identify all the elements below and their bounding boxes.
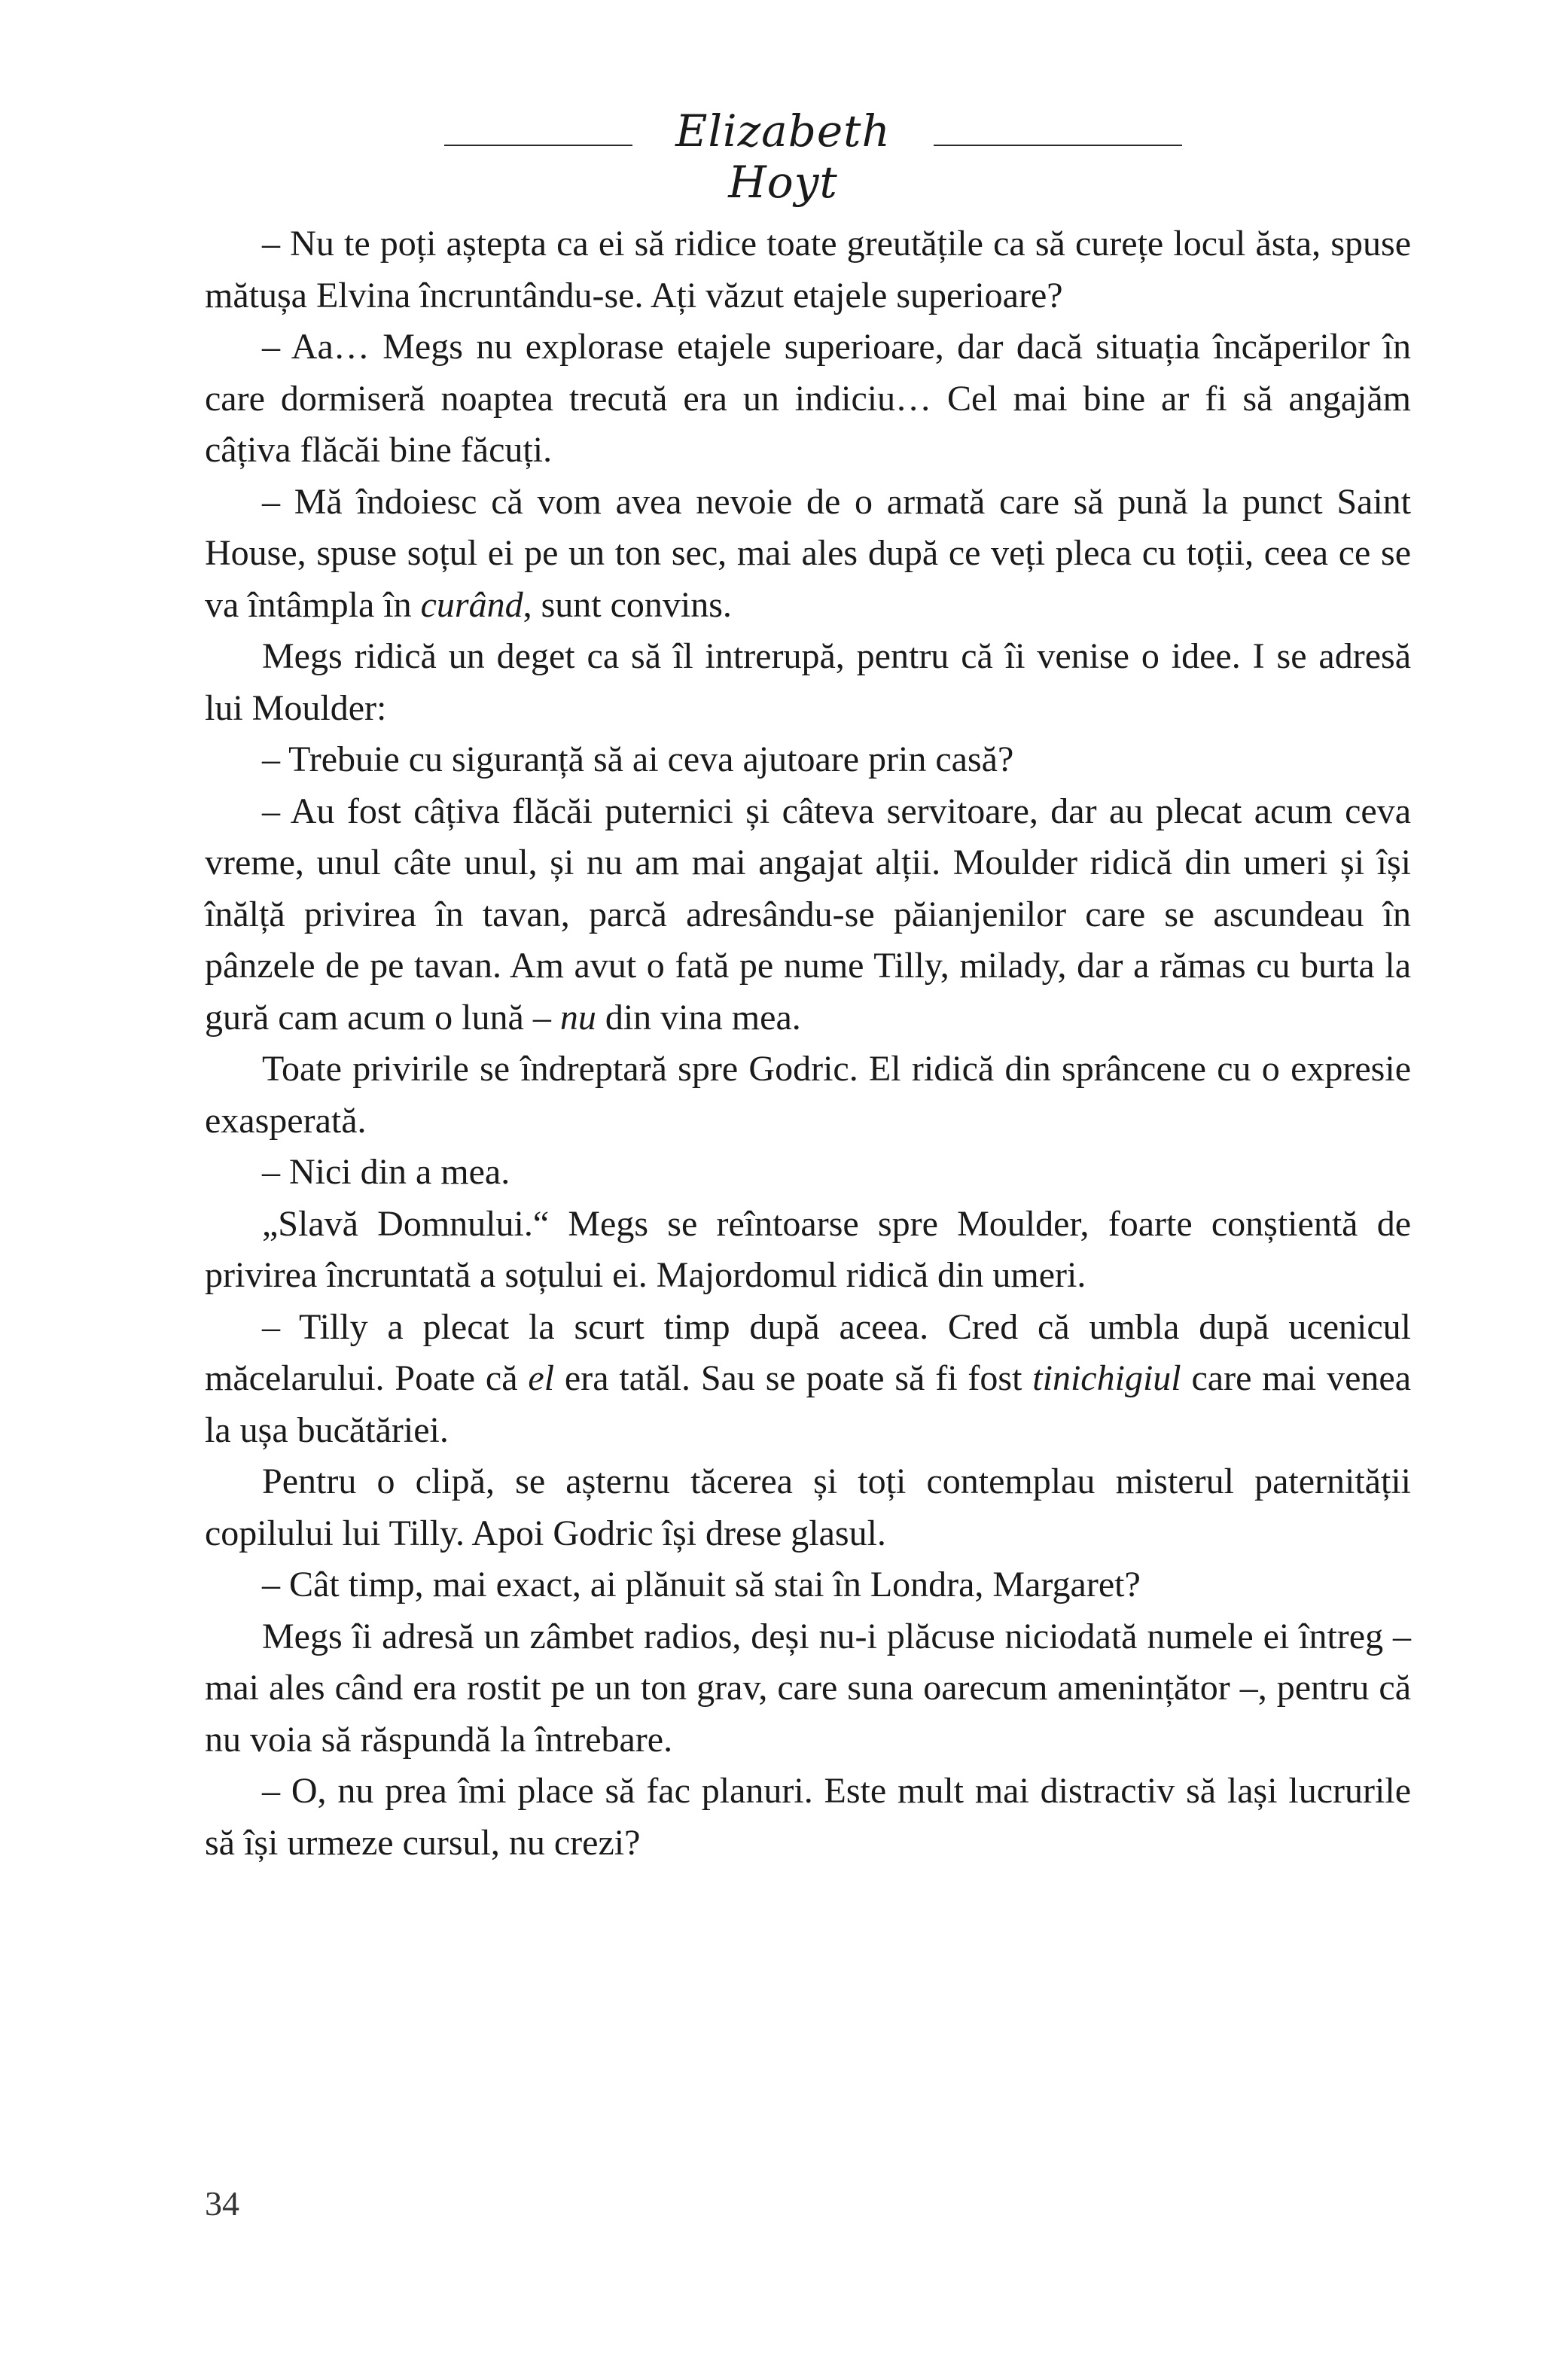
text-run: – Cât timp, mai exact, ai plănuit să stai în Londra, Margaret?: [262, 1565, 1141, 1604]
paragraph: [205, 1766, 1411, 1869]
paragraph: [205, 1559, 1411, 1611]
italic-run: el: [528, 1358, 555, 1398]
text-run: Pentru o clipă, se așternu tăcerea și toți contemplau misterul paternității copilului lui Tilly. Apoi Godric își drese glasul.: [205, 1461, 1411, 1553]
paragraph: [205, 1456, 1411, 1559]
header-rule-left: [444, 145, 632, 146]
text-run: – Nu te poți aștepta ca ei să ridice toate greutățile ca să curețe locul ăsta, spuse mătușa Elvina încruntându-se. Ați văzut etajele superioare?: [205, 224, 1411, 315]
text-run: era tatăl. Sau se poate să fi fost: [554, 1358, 1033, 1398]
paragraph: [205, 1302, 1411, 1457]
paragraph: [205, 631, 1411, 734]
paragraph: [205, 1044, 1411, 1147]
paragraph: [205, 1611, 1411, 1766]
text-run: – Tilly a plecat la scurt timp după aceea. Cred că umbla după ucenicul măcelarului. Poate că: [205, 1306, 1411, 1398]
text-run: – Nici din a mea.: [262, 1152, 510, 1192]
text-run: care mai venea la ușa bucătăriei.: [205, 1358, 1412, 1450]
paragraph: [205, 1199, 1411, 1302]
text-run: Megs îi adresă un zâmbet radios, deși nu-i plăcuse niciodată numele ei întreg – mai ales când era rostit pe un ton grav, care suna oarecum amenințător –, pentru că nu voia să răspundă la întrebare.: [205, 1616, 1411, 1760]
text-run: – O, nu prea îmi place să fac planuri. Este mult mai distractiv să lași lucrurile să își urmeze cursul, nu crezi?: [205, 1771, 1411, 1863]
running-header: [0, 105, 1542, 208]
text-run: – Trebuie cu siguranță să ai ceva ajutoare prin casă?: [262, 739, 1014, 779]
paragraph: [205, 786, 1411, 1044]
paragraph: [205, 218, 1411, 321]
paragraph: [205, 734, 1411, 786]
paragraph: [205, 477, 1411, 632]
text-run: Megs ridică un deget ca să îl intrerupă, pentru că îi venise o idee. I se adresă lui Moulder:: [205, 636, 1411, 728]
running-title: Elizabeth Hoyt: [675, 105, 891, 208]
italic-run: nu: [559, 997, 596, 1038]
text-run: – Au fost câțiva flăcăi puternici și câteva servitoare, dar au plecat acum ceva vreme, unul câte unul, și nu am mai angajat alții. Moulder ridică din umeri și își înălță privirea în tavan, parcă adresându-se păianjenilor care se ascundeau în pânzele de pe tavan. Am avut o fată pe nume Tilly, milady, dar a rămas cu burta la gură cam acum o lună –: [205, 791, 1411, 1038]
text-run: Toate privirile se îndreptară spre Godric. El ridică din sprâncene cu o expresie exasperată.: [205, 1049, 1411, 1141]
paragraph: [205, 1147, 1411, 1199]
text-run: „Slavă Domnului.“ Megs se reîntoarse spre Moulder, foarte conștientă de privirea încruntată a soțului ei. Majordomul ridică din umeri.: [205, 1203, 1411, 1295]
text-run: din vina mea.: [596, 997, 801, 1038]
text-run: – Mă îndoiesc că vom avea nevoie de o armată care să pună la punct Saint House, spuse soțul ei pe un ton sec, mai ales după ce veți pleca cu toții, ceea ce se va întâmpla în: [205, 481, 1411, 625]
text-run: – Aa… Megs nu explorase etajele superioare, dar dacă situația încăperilor în care dormiseră noaptea trecută era un indiciu… Cel mai bine ar fi să angajăm câțiva flăcăi bine făcuți.: [205, 327, 1411, 470]
italic-run: tinichigiul: [1032, 1358, 1181, 1398]
page-number: 34: [205, 2184, 239, 2223]
italic-run: curând: [420, 584, 523, 625]
paragraph: [205, 321, 1411, 477]
header-rule-right: [934, 145, 1182, 146]
body-text: [205, 218, 1411, 1869]
text-run: , sunt convins.: [523, 584, 732, 625]
